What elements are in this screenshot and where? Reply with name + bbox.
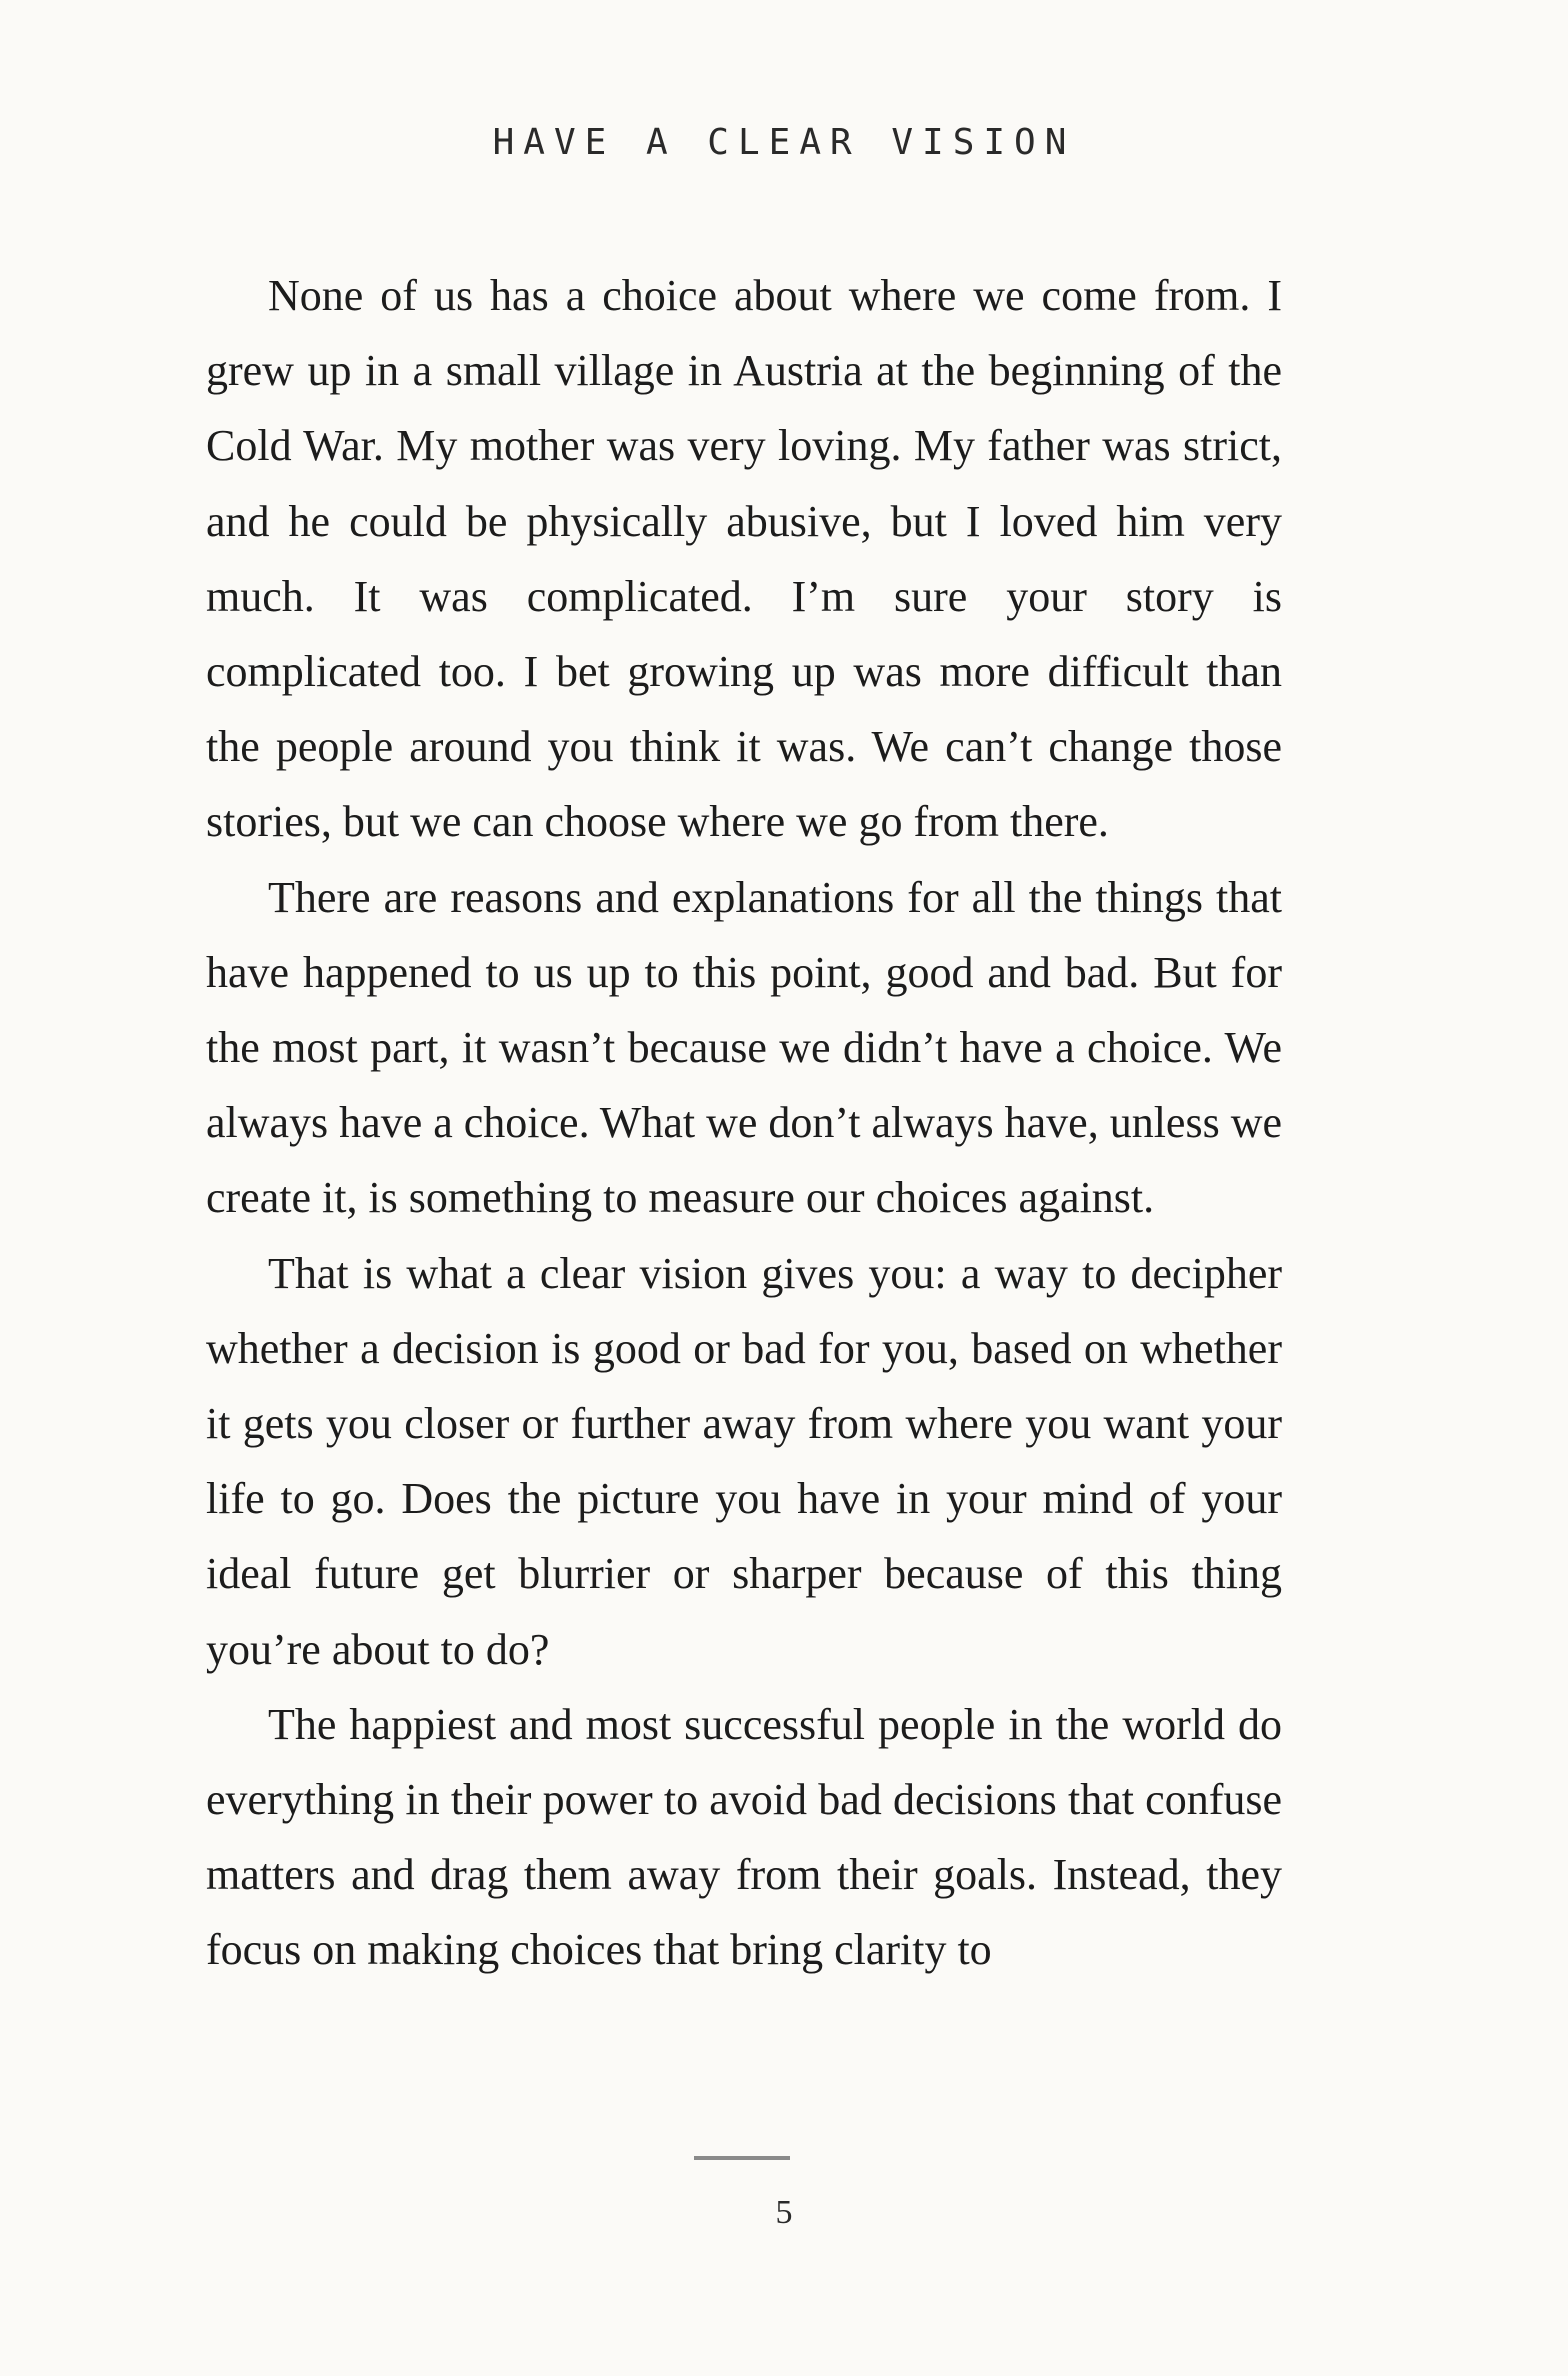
page-number: 5: [775, 2194, 793, 2231]
running-head: HAVE A CLEAR VISION: [492, 122, 1076, 163]
paragraph-3: That is what a clear vision gives you: a way to decipher whether a decision is good or bad for you, based on whether it gets you closer or further away from where you want your life to go. Does the picture you have in your mind of your ideal future get blurrier or sharper because of this thing you’re about to do?: [206, 1248, 1282, 1674]
paragraph-2: There are reasons and explanations for all the things that have happened to us up to this point, good and bad. But for the most part, it wasn’t because we didn’t have a choice. We always have a choice. What we don’t always have, unless we create it, is something to measure our choices against.: [206, 872, 1283, 1223]
paragraph-4: The happiest and most successful people in the world do everything in their power to avoid bad decisions that confuse matters and drag them away from their goals. Instead, they focus on making choices that bring clarity to: [206, 1699, 1282, 1975]
paragraph-1: None of us has a choice about where we come from. I grew up in a small village in Austria at the beginning of the Cold War. My mother was very loving. My father was strict, and he could be physically abusive, but I loved him very much. It was complicated. I’m sure your story is complicated too. I bet growing up was more difficult than the people around you think it was. We can’t change those stories, but we can choose where we go from there.: [206, 271, 1282, 847]
footer-rule: [694, 2156, 790, 2160]
body-text: [206, 258, 1282, 1988]
